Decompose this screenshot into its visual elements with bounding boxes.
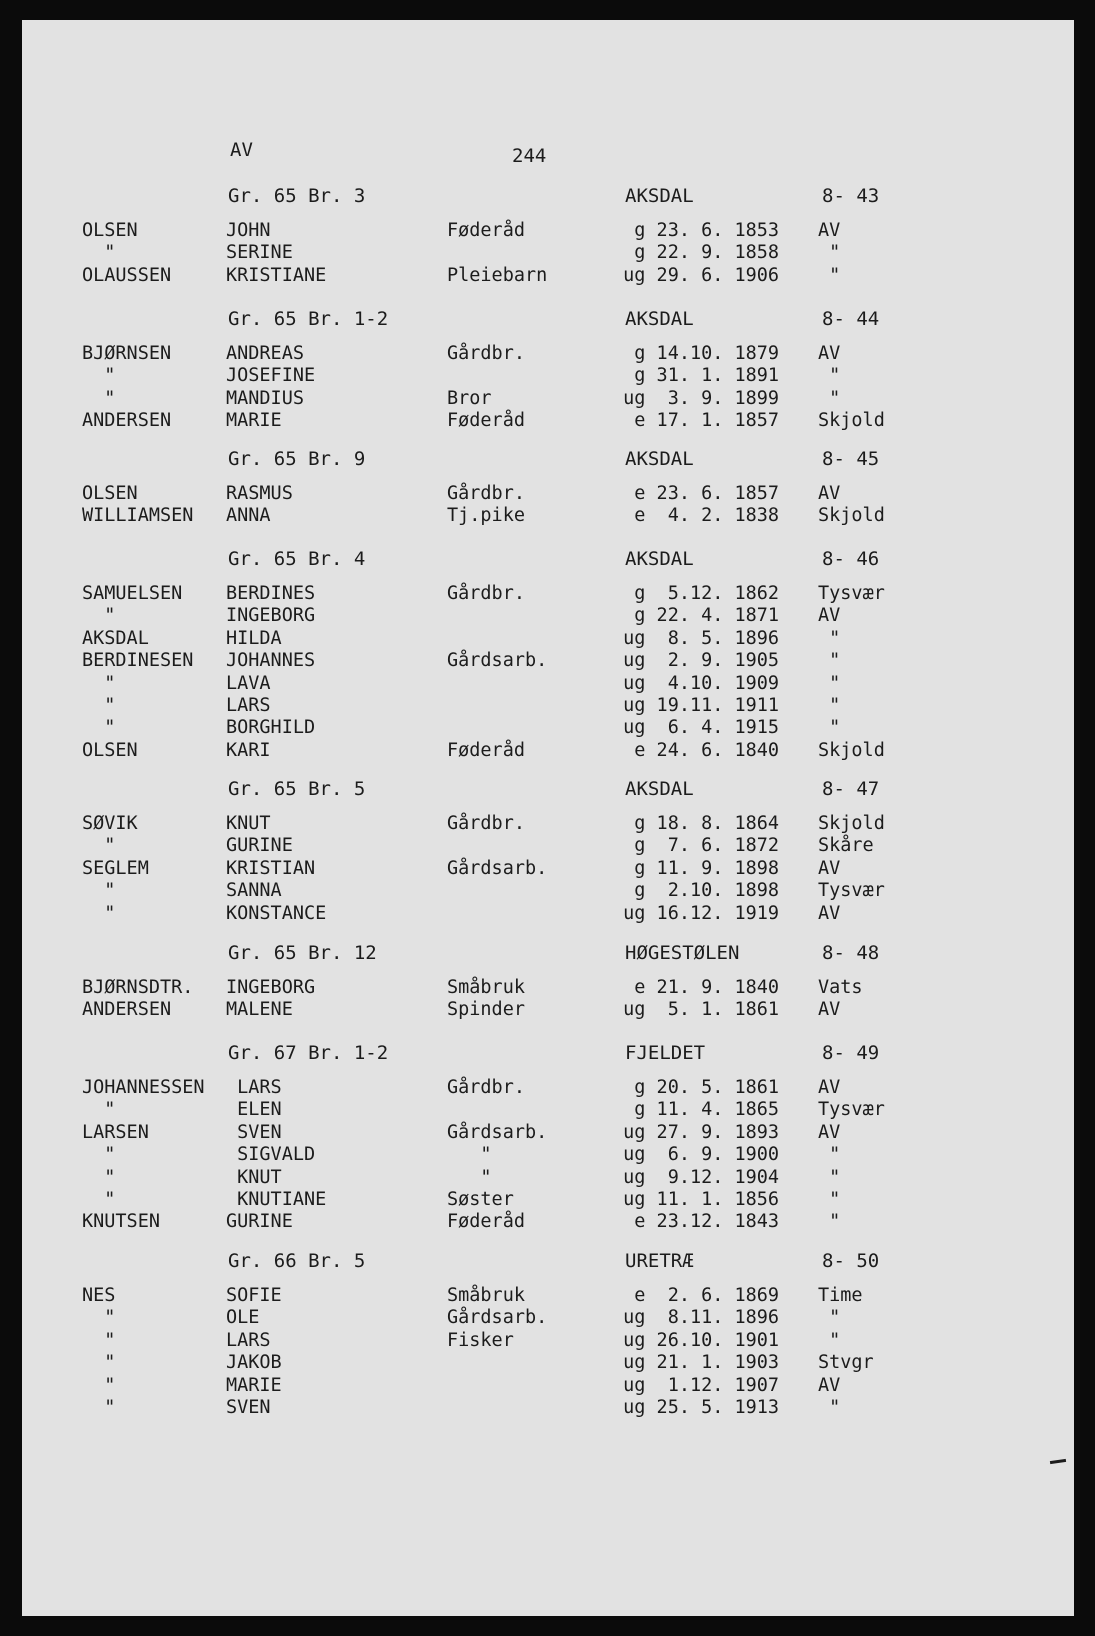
role: Gårdbr. <box>447 343 525 364</box>
role: Fisker <box>447 1329 514 1351</box>
gr-br-label: Gr. 65 Br. 12 <box>228 942 377 964</box>
section-7 <box>22 1042 1074 1234</box>
status-date: g 18. 8. 1864 <box>612 813 780 834</box>
person-row <box>22 717 1074 739</box>
origin: Tysvær <box>818 1099 885 1121</box>
person-rows <box>22 343 1074 433</box>
role: Føderåd <box>447 220 525 241</box>
role: Tj.pike <box>447 505 525 527</box>
person-row <box>22 1144 1074 1166</box>
first-name: ELEN <box>226 1099 282 1121</box>
gr-br-label: Gr. 65 Br. 9 <box>228 448 366 470</box>
person-row <box>22 242 1074 264</box>
person-row <box>22 1397 1074 1419</box>
origin: Stvgr <box>818 1352 874 1374</box>
status-date: ug 6. 9. 1900 <box>612 1144 780 1166</box>
status-date: ug 8. 5. 1896 <box>612 627 780 649</box>
person-row <box>22 650 1074 672</box>
role: Bror <box>447 387 492 409</box>
role: Føderåd <box>447 410 525 432</box>
person-row <box>22 1211 1074 1233</box>
section-8 <box>22 1250 1074 1419</box>
status-date: g 20. 5. 1861 <box>612 1077 780 1098</box>
status-date: ug 9.12. 1904 <box>612 1166 780 1188</box>
first-name: KARI <box>226 739 271 761</box>
first-name: OLE <box>226 1307 260 1329</box>
person-rows <box>22 977 1074 1022</box>
origin: " <box>818 387 841 409</box>
section-code: 8- 43 <box>822 185 880 207</box>
origin: Skåre <box>818 835 874 857</box>
origin: AV <box>818 1374 841 1396</box>
surname: OLAUSSEN <box>82 264 172 286</box>
surname: " <box>82 387 116 409</box>
origin: Skjold <box>818 410 885 432</box>
origin: " <box>818 1188 841 1210</box>
origin: " <box>818 1329 841 1351</box>
status-date: ug 27. 9. 1893 <box>612 1121 780 1143</box>
role: Føderåd <box>447 739 525 761</box>
status-date: ug 6. 4. 1915 <box>612 717 780 739</box>
section-header <box>22 1250 1074 1272</box>
origin: Skjold <box>818 505 885 527</box>
surname: JOHANNESSEN <box>82 1077 205 1098</box>
status-date: g 11. 4. 1865 <box>612 1099 780 1121</box>
section-2 <box>22 308 1074 433</box>
first-name: MALENE <box>226 999 293 1021</box>
gr-br-label: Gr. 65 Br. 3 <box>228 185 366 207</box>
first-name: JAKOB <box>226 1352 282 1374</box>
status-date: ug 3. 9. 1899 <box>612 387 780 409</box>
person-row <box>22 265 1074 287</box>
role: Gårdsarb. <box>447 650 548 672</box>
status-date: g 23. 6. 1853 <box>612 220 780 241</box>
origin: " <box>818 1307 841 1329</box>
first-name: LAVA <box>226 672 271 694</box>
surname: WILLIAMSEN <box>82 505 194 527</box>
role: Gårdbr. <box>447 813 525 834</box>
status-date: ug 19.11. 1911 <box>612 694 780 716</box>
person-row <box>22 740 1074 762</box>
person-row <box>22 1167 1074 1189</box>
surname: OLSEN <box>82 739 138 761</box>
status-date: ug 4.10. 1909 <box>612 672 780 694</box>
role: Småbruk <box>447 977 525 998</box>
role: Gårdsarb. <box>447 1121 548 1143</box>
surname: " <box>82 242 116 264</box>
document-page <box>22 20 1074 1616</box>
first-name: MARIE <box>226 410 282 432</box>
origin: Tysvær <box>818 880 885 902</box>
person-row <box>22 1122 1074 1144</box>
status-date: ug 26.10. 1901 <box>612 1329 780 1351</box>
place-name: AKSDAL <box>625 185 694 207</box>
gr-br-label: Gr. 65 Br. 4 <box>228 548 366 570</box>
first-name: KRISTIAN <box>226 857 316 879</box>
person-rows <box>22 813 1074 925</box>
surname: AKSDAL <box>82 627 149 649</box>
surname: " <box>82 605 116 627</box>
person-row <box>22 365 1074 387</box>
role: Pleiebarn <box>447 264 548 286</box>
person-row <box>22 388 1074 410</box>
surname: NES <box>82 1285 116 1306</box>
person-row <box>22 1099 1074 1121</box>
section-header <box>22 448 1074 470</box>
page-number: 244 <box>512 145 547 167</box>
origin: AV <box>818 1121 841 1143</box>
role: Gårdbr. <box>447 583 525 604</box>
first-name: JOHN <box>226 220 271 241</box>
status-date: ug 16.12. 1919 <box>612 902 780 924</box>
section-code: 8- 44 <box>822 308 880 330</box>
status-date: ug 29. 6. 1906 <box>612 264 780 286</box>
origin: Vats <box>818 977 863 998</box>
status-date: ug 5. 1. 1861 <box>612 999 780 1021</box>
place-name: URETRÆ <box>625 1250 694 1272</box>
surname: " <box>82 902 116 924</box>
first-name: LARS <box>226 1077 282 1098</box>
section-3 <box>22 448 1074 528</box>
surname: " <box>82 1188 116 1210</box>
section-code: 8- 49 <box>822 1042 880 1064</box>
surname: " <box>82 1329 116 1351</box>
person-row <box>22 977 1074 999</box>
person-row <box>22 1189 1074 1211</box>
person-row <box>22 835 1074 857</box>
first-name: GURINE <box>226 1211 293 1233</box>
first-name: KNUT <box>226 813 271 834</box>
role: " <box>447 1144 492 1166</box>
surname: BERDINESEN <box>82 650 194 672</box>
status-date: g 14.10. 1879 <box>612 343 780 364</box>
person-row <box>22 1307 1074 1329</box>
origin: " <box>818 264 841 286</box>
first-name: SVEN <box>226 1121 282 1143</box>
section-header <box>22 1042 1074 1064</box>
person-row <box>22 858 1074 880</box>
status-date: ug 21. 1. 1903 <box>612 1352 780 1374</box>
origin: " <box>818 694 841 716</box>
origin: Skjold <box>818 739 885 761</box>
surname: " <box>82 1166 116 1188</box>
person-row <box>22 1330 1074 1352</box>
margin-mark <box>1050 1459 1066 1464</box>
origin: " <box>818 365 841 387</box>
section-header <box>22 548 1074 570</box>
origin: " <box>818 717 841 739</box>
section-6 <box>22 942 1074 1022</box>
status-date: e 24. 6. 1840 <box>612 739 780 761</box>
person-rows <box>22 220 1074 287</box>
gr-br-label: Gr. 66 Br. 5 <box>228 1250 366 1272</box>
first-name: INGEBORG <box>226 605 316 627</box>
origin: AV <box>818 220 841 241</box>
surname: SØVIK <box>82 813 138 834</box>
person-row <box>22 903 1074 925</box>
section-4 <box>22 548 1074 762</box>
role: Gårdsarb. <box>447 1307 548 1329</box>
first-name: KNUTIANE <box>226 1188 327 1210</box>
section-header <box>22 308 1074 330</box>
surname: BJØRNSEN <box>82 343 172 364</box>
place-name: AKSDAL <box>625 308 694 330</box>
origin: AV <box>818 1077 841 1098</box>
person-row <box>22 483 1074 505</box>
role: Føderåd <box>447 1211 525 1233</box>
surname: " <box>82 835 116 857</box>
person-rows <box>22 1285 1074 1419</box>
person-row <box>22 999 1074 1021</box>
person-row <box>22 813 1074 835</box>
section-code: 8- 48 <box>822 942 880 964</box>
status-date: ug 8.11. 1896 <box>612 1307 780 1329</box>
first-name: BORGHILD <box>226 717 316 739</box>
first-name: JOSEFINE <box>226 365 316 387</box>
first-name: KRISTIANE <box>226 264 327 286</box>
place-name: HØGESTØLEN <box>625 942 740 964</box>
person-row <box>22 880 1074 902</box>
role: Gårdbr. <box>447 483 525 504</box>
origin: " <box>818 672 841 694</box>
status-date: e 4. 2. 1838 <box>612 505 780 527</box>
status-date: g 22. 4. 1871 <box>612 605 780 627</box>
header-code: AV <box>230 139 253 161</box>
surname: " <box>82 672 116 694</box>
person-rows <box>22 1077 1074 1234</box>
first-name: GURINE <box>226 835 293 857</box>
status-date: ug 2. 9. 1905 <box>612 650 780 672</box>
origin: Skjold <box>818 813 885 834</box>
first-name: MANDIUS <box>226 387 304 409</box>
origin: AV <box>818 483 841 504</box>
section-1 <box>22 185 1074 287</box>
section-5 <box>22 778 1074 925</box>
person-row <box>22 410 1074 432</box>
origin: Time <box>818 1285 863 1306</box>
status-date: e 2. 6. 1869 <box>612 1285 780 1306</box>
origin: AV <box>818 999 841 1021</box>
gr-br-label: Gr. 65 Br. 1-2 <box>228 308 389 330</box>
surname: BJØRNSDTR. <box>82 977 194 998</box>
place-name: AKSDAL <box>625 778 694 800</box>
surname: LARSEN <box>82 1121 149 1143</box>
surname: " <box>82 880 116 902</box>
status-date: g 5.12. 1862 <box>612 583 780 604</box>
person-row <box>22 220 1074 242</box>
first-name: KNUT <box>226 1166 282 1188</box>
section-header <box>22 778 1074 800</box>
origin: AV <box>818 902 841 924</box>
person-row <box>22 673 1074 695</box>
role: " <box>447 1166 492 1188</box>
person-row <box>22 1375 1074 1397</box>
person-row <box>22 1285 1074 1307</box>
surname: " <box>82 1099 116 1121</box>
first-name: SANNA <box>226 880 282 902</box>
person-row <box>22 505 1074 527</box>
status-date: ug 1.12. 1907 <box>612 1374 780 1396</box>
section-header <box>22 942 1074 964</box>
person-rows <box>22 583 1074 762</box>
role: Gårdbr. <box>447 1077 525 1098</box>
surname: " <box>82 1374 116 1396</box>
person-row <box>22 605 1074 627</box>
surname: ANDERSEN <box>82 999 172 1021</box>
person-row <box>22 1077 1074 1099</box>
role: Spinder <box>447 999 525 1021</box>
gr-br-label: Gr. 65 Br. 5 <box>228 778 366 800</box>
status-date: g 11. 9. 1898 <box>612 857 780 879</box>
first-name: SVEN <box>226 1396 271 1418</box>
surname: " <box>82 694 116 716</box>
surname: " <box>82 717 116 739</box>
surname: OLSEN <box>82 483 138 504</box>
first-name: INGEBORG <box>226 977 316 998</box>
person-row <box>22 695 1074 717</box>
section-code: 8- 47 <box>822 778 880 800</box>
origin: " <box>818 1166 841 1188</box>
surname: SAMUELSEN <box>82 583 183 604</box>
place-name: AKSDAL <box>625 448 694 470</box>
role: Småbruk <box>447 1285 525 1306</box>
section-code: 8- 46 <box>822 548 880 570</box>
person-rows <box>22 483 1074 528</box>
surname: SEGLEM <box>82 857 149 879</box>
status-date: e 23.12. 1843 <box>612 1211 780 1233</box>
origin: " <box>818 627 841 649</box>
first-name: MARIE <box>226 1374 282 1396</box>
status-date: ug 11. 1. 1856 <box>612 1188 780 1210</box>
first-name: LARS <box>226 694 271 716</box>
first-name: JOHANNES <box>226 650 316 672</box>
origin: " <box>818 1211 841 1233</box>
first-name: SIGVALD <box>226 1144 316 1166</box>
person-row <box>22 1352 1074 1374</box>
person-row <box>22 583 1074 605</box>
status-date: g 31. 1. 1891 <box>612 365 780 387</box>
first-name: RASMUS <box>226 483 293 504</box>
surname: KNUTSEN <box>82 1211 160 1233</box>
surname: OLSEN <box>82 220 138 241</box>
status-date: e 21. 9. 1840 <box>612 977 780 998</box>
origin: AV <box>818 605 841 627</box>
surname: " <box>82 1396 116 1418</box>
gr-br-label: Gr. 67 Br. 1-2 <box>228 1042 389 1064</box>
first-name: ANNA <box>226 505 271 527</box>
place-name: AKSDAL <box>625 548 694 570</box>
origin: Tysvær <box>818 583 885 604</box>
place-name: FJELDET <box>625 1042 706 1064</box>
first-name: LARS <box>226 1329 271 1351</box>
section-code: 8- 45 <box>822 448 880 470</box>
origin: " <box>818 242 841 264</box>
status-date: g 7. 6. 1872 <box>612 835 780 857</box>
origin: AV <box>818 857 841 879</box>
surname: ANDERSEN <box>82 410 172 432</box>
first-name: BERDINES <box>226 583 316 604</box>
status-date: g 22. 9. 1858 <box>612 242 780 264</box>
origin: AV <box>818 343 841 364</box>
first-name: HILDA <box>226 627 282 649</box>
surname: " <box>82 1352 116 1374</box>
first-name: KONSTANCE <box>226 902 327 924</box>
status-date: g 2.10. 1898 <box>612 880 780 902</box>
surname: " <box>82 1307 116 1329</box>
surname: " <box>82 365 116 387</box>
status-date: ug 25. 5. 1913 <box>612 1396 780 1418</box>
origin: " <box>818 1144 841 1166</box>
first-name: ANDREAS <box>226 343 304 364</box>
person-row <box>22 343 1074 365</box>
role: Gårdsarb. <box>447 857 548 879</box>
role: Søster <box>447 1188 514 1210</box>
status-date: e 23. 6. 1857 <box>612 483 780 504</box>
first-name: SERINE <box>226 242 293 264</box>
origin: " <box>818 1396 841 1418</box>
origin: " <box>818 650 841 672</box>
first-name: SOFIE <box>226 1285 282 1306</box>
status-date: e 17. 1. 1857 <box>612 410 780 432</box>
section-header <box>22 185 1074 207</box>
section-code: 8- 50 <box>822 1250 880 1272</box>
surname: " <box>82 1144 116 1166</box>
person-row <box>22 628 1074 650</box>
